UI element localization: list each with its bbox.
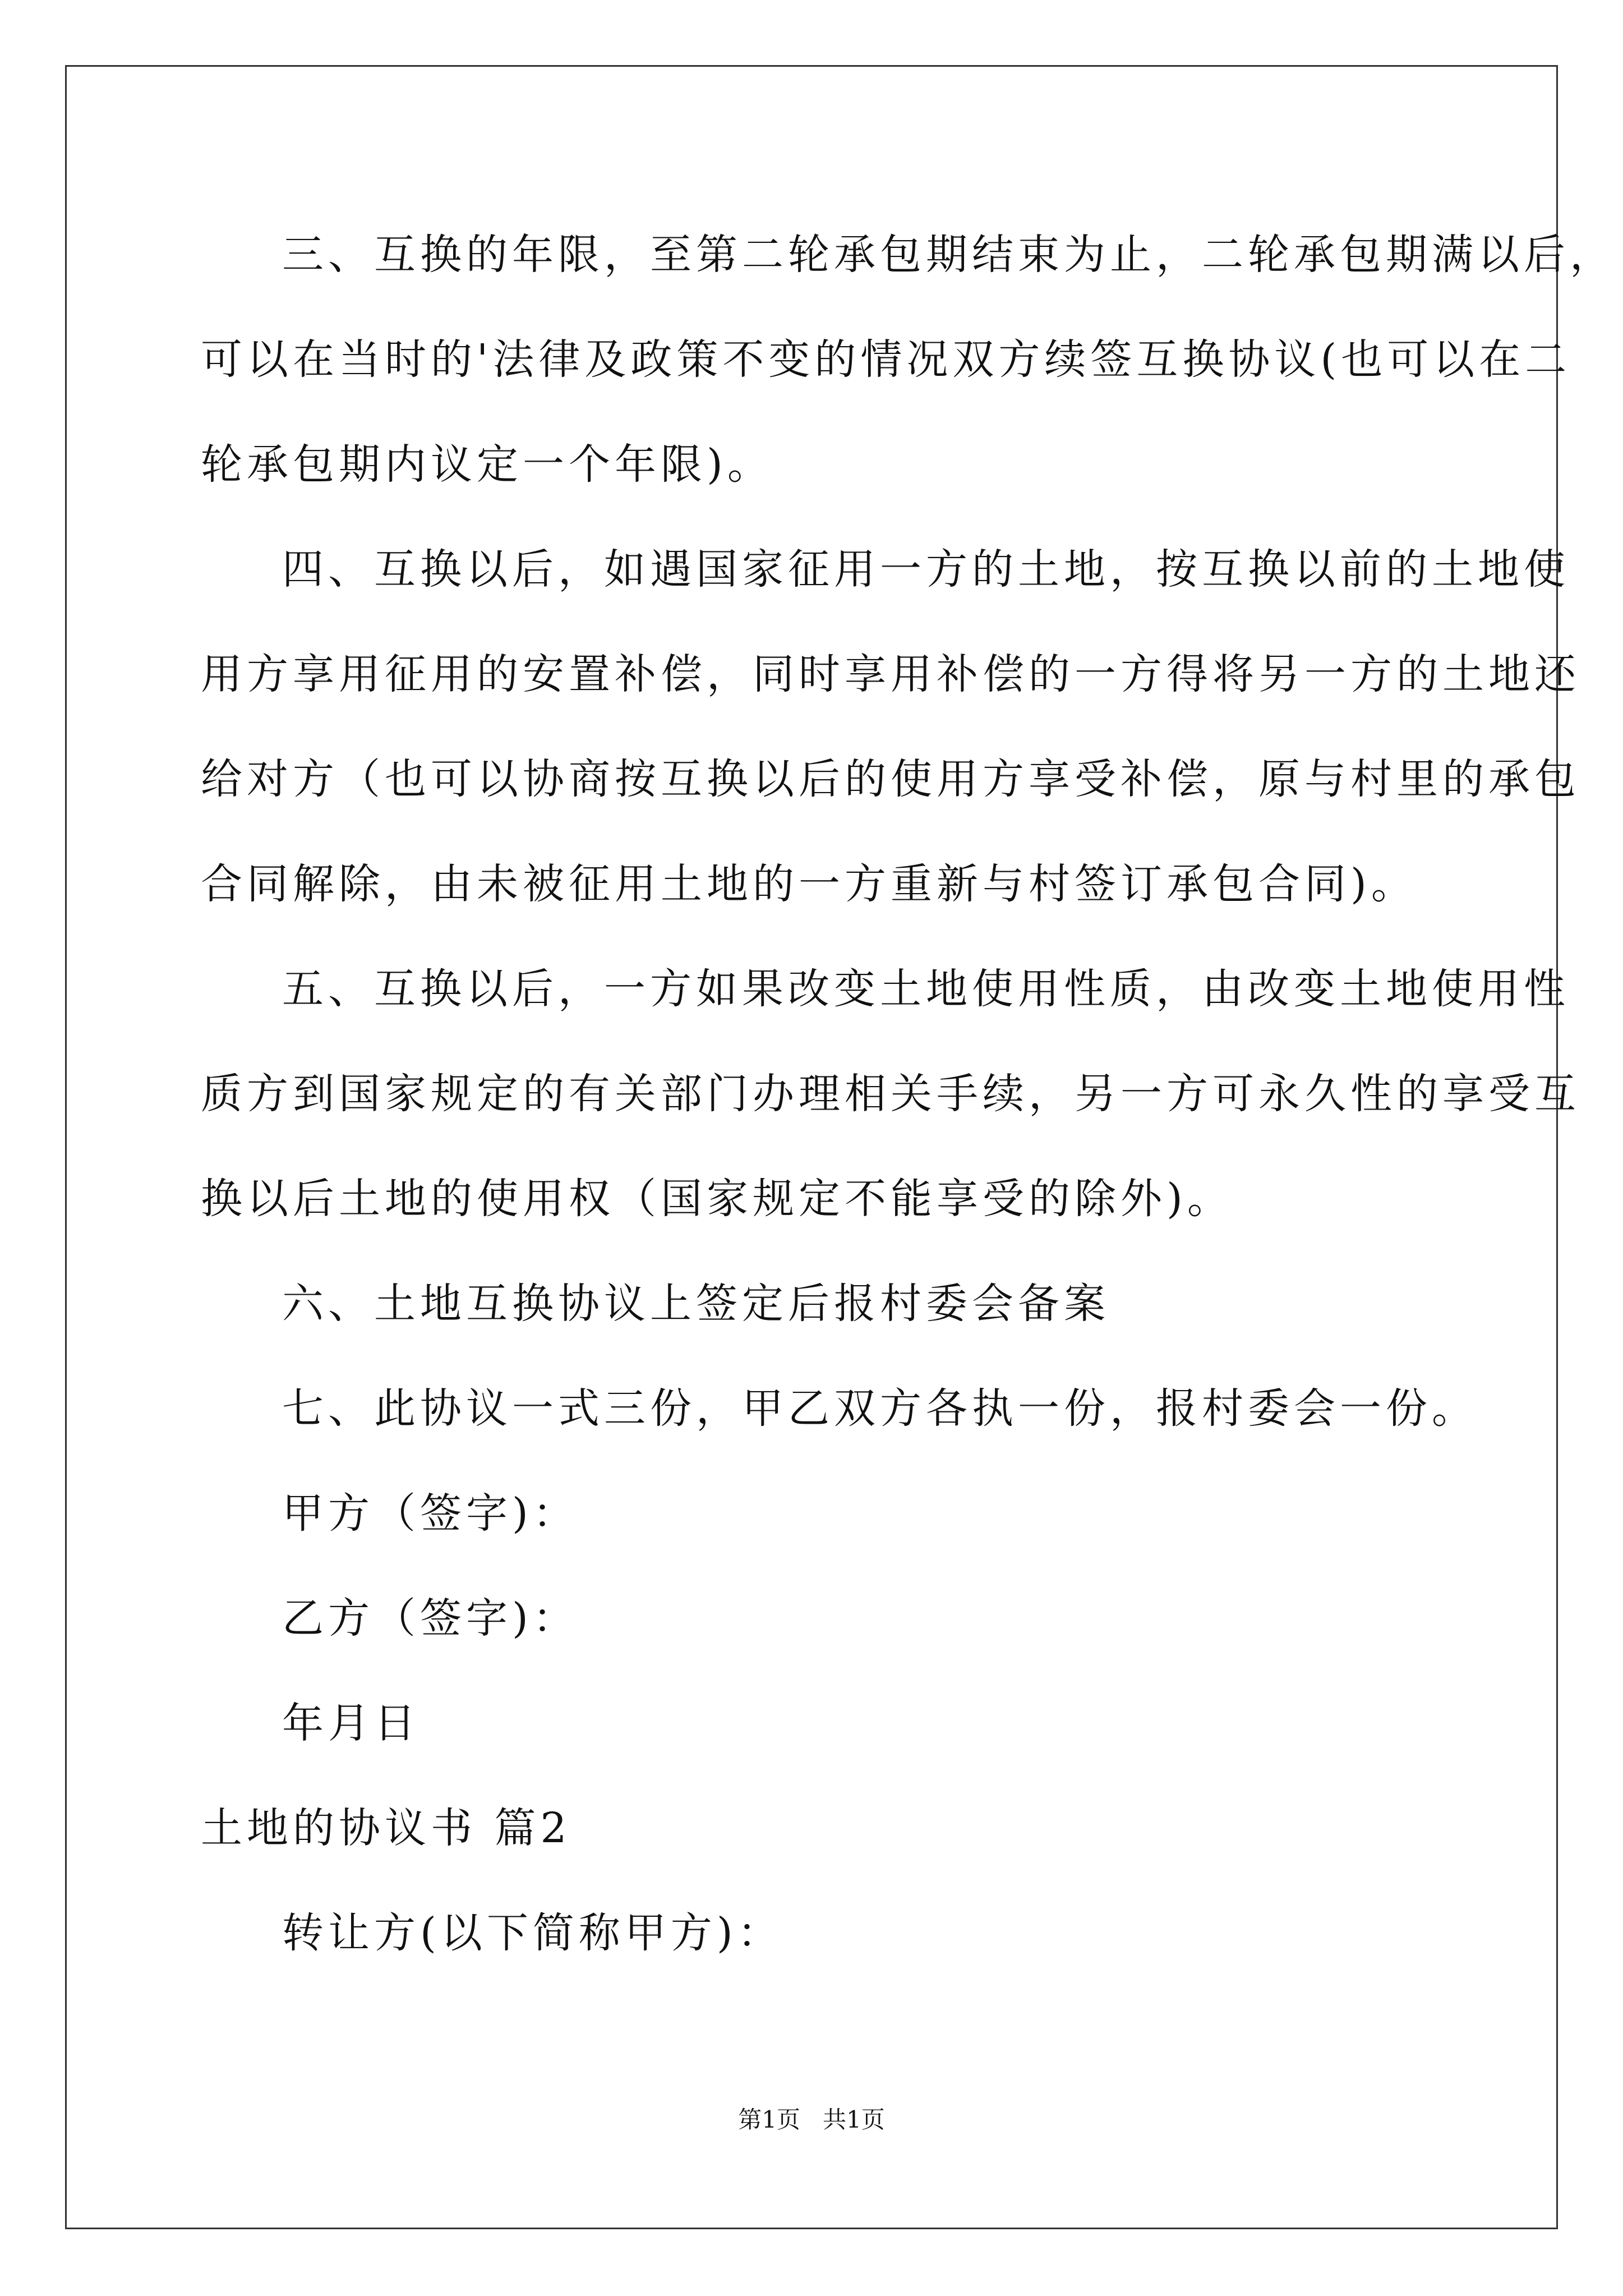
party-a-signature: 甲方（签字)： (282, 1489, 579, 1538)
date-line: 年月日 (282, 1699, 420, 1747)
clause-4-line-1: 四、互换以后，如遇国家征用一方的土地，按互换以前的土地使 (282, 545, 1570, 593)
clause-5-line-2: 质方到国家规定的有关部门办理相关手续，另一方可永久性的享受互 (201, 1070, 1580, 1118)
clause-6: 六、土地互换协议上签定后报村委会备案 (282, 1280, 1110, 1328)
clause-3-line-1: 三、互换的年限，至第二轮承包期结束为止，二轮承包期满以后， (282, 231, 1616, 279)
page-border (65, 65, 1558, 2229)
clause-3-line-2: 可以在当时的'法律及政策不变的情况双方续签互换协议(也可以在二 (201, 335, 1571, 384)
party-b-signature: 乙方（签字)： (282, 1594, 579, 1642)
clause-5-line-1: 五、互换以后，一方如果改变土地使用性质，由改变土地使用性 (282, 965, 1570, 1013)
transferor-line: 转让方(以下简称甲方)： (282, 1909, 783, 1957)
page-footer: 第1页 共1页 (738, 2106, 885, 2133)
clause-4-line-2: 用方享用征用的安置补偿，同时享用补偿的一方得将另一方的土地还 (201, 650, 1580, 698)
clause-3-line-3: 轮承包期内议定一个年限)。 (201, 440, 773, 489)
clause-4-line-4: 合同解除，由未被征用土地的一方重新与村签订承包合同)。 (201, 860, 1417, 908)
clause-5-line-3: 换以后土地的使用权（国家规定不能享受的除外)。 (201, 1175, 1233, 1223)
clause-7: 七、此协议一式三份，甲乙双方各执一份，报村委会一份。 (282, 1384, 1478, 1433)
clause-4-line-3: 给对方（也可以协商按互换以后的使用方享受补偿，原与村里的承包 (201, 755, 1580, 803)
section-heading: 土地的协议书 篇2 (201, 1804, 571, 1852)
